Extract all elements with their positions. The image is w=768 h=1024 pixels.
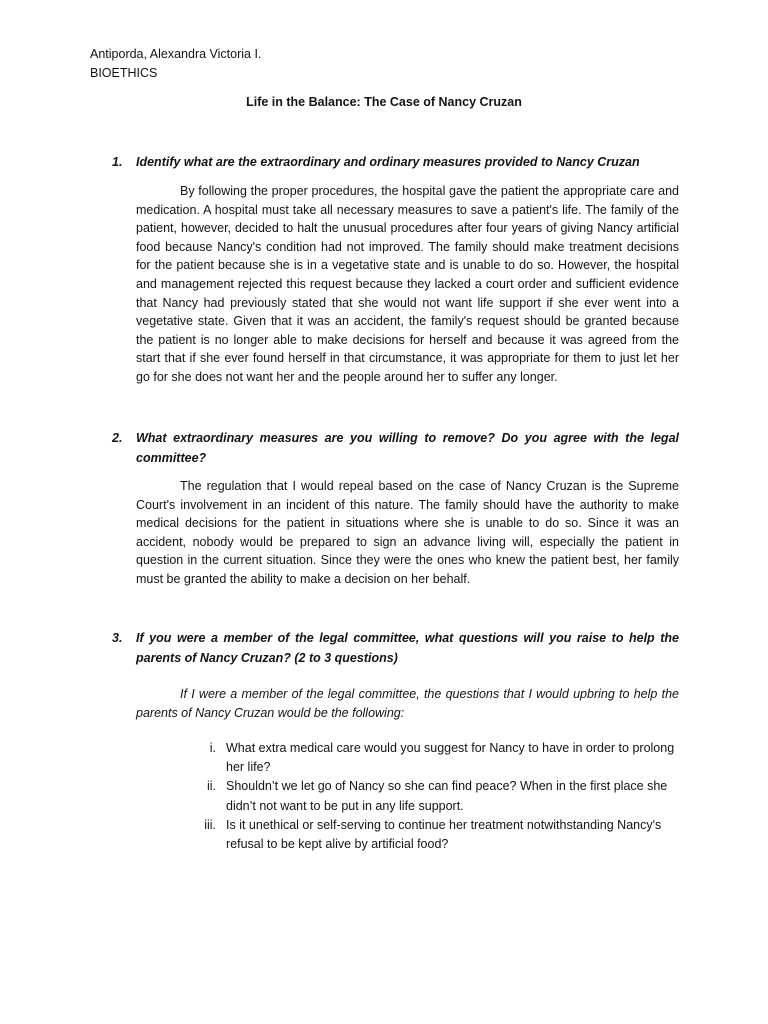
list-item-text: Is it unethical or self-serving to continue her treatment notwithstanding Nancy's refusal to be kept alive by artificial food? bbox=[226, 817, 662, 852]
question-2-answer: The regulation that I would repeal based on the case of Nancy Cruzan is the Supreme Court's involvement in an incident of this nature. The family should have the authority to make medical decisions for the patient in situations where she is unable to do so. Since it was an accident, nobody would be prepared to sign an advance living will, especially the patient in question in the current situation. Since they were the ones who knew the patient best, her family must be granted the ability to make a decision on her behalf. bbox=[136, 479, 679, 586]
question-list bbox=[190, 739, 680, 854]
question-3-number: 3. bbox=[112, 631, 123, 645]
list-item bbox=[190, 777, 680, 815]
list-item-text: Shouldn’t we let go of Nancy so she can find peace? When in the first place she didn’t not want to be put in any life support. bbox=[226, 779, 668, 813]
question-1-answer: By following the proper procedures, the hospital gave the patient the appropriate care and medication. A hospital must take all necessary measures to save a patient's life. The family of the patient, however, decided to halt the unusual procedures after four years of giving Nancy artificial food because Nancy's condition had not improved. The family should make treatment decisions for the patient because she is in a vegetative state and is unable to do so. However, the hospital and management rejected this request because they lacked a court order and sufficient evidence that Nancy had previously stated that she would not want life support if she ever went into a vegetative state. Given that it was an accident, the family's request should be granted because the patient is no longer able to make decisions for herself and because it was agreed from the start that if she ever found herself in that circumstance, it was appropriate for them to just let her go for she does not want her and the people around her to suffer any longer. bbox=[136, 184, 679, 384]
question-1-number: 1. bbox=[112, 155, 123, 169]
list-item-text: What extra medical care would you suggest for Nancy to have in order to prolong her life? bbox=[226, 741, 675, 775]
question-3-answer: If I were a member of the legal committee, the questions that I would upbring to help the parents of Nancy Cruzan would be the following: bbox=[136, 687, 679, 720]
author-name: Antiporda, Alexandra Victoria I. bbox=[90, 47, 262, 61]
list-item bbox=[190, 816, 680, 854]
list-item-numeral: iii. bbox=[204, 817, 216, 832]
question-3-text: If you were a member of the legal committee, what questions will you raise to help the parents of Nancy Cruzan? (2 to 3 questions) bbox=[136, 631, 679, 665]
question-2-text: What extraordinary measures are you willing to remove? Do you agree with the legal committee? bbox=[136, 431, 679, 465]
subject-label: BIOETHICS bbox=[90, 66, 158, 80]
list-item-numeral: i. bbox=[209, 741, 216, 755]
document-title: Life in the Balance: The Case of Nancy Cruzan bbox=[246, 95, 522, 109]
list-item bbox=[190, 739, 680, 777]
question-2-number: 2. bbox=[112, 431, 123, 445]
list-item-numeral: ii. bbox=[206, 779, 216, 794]
question-1-text: Identify what are the extraordinary and ordinary measures provided to Nancy Cruzan bbox=[136, 155, 640, 169]
